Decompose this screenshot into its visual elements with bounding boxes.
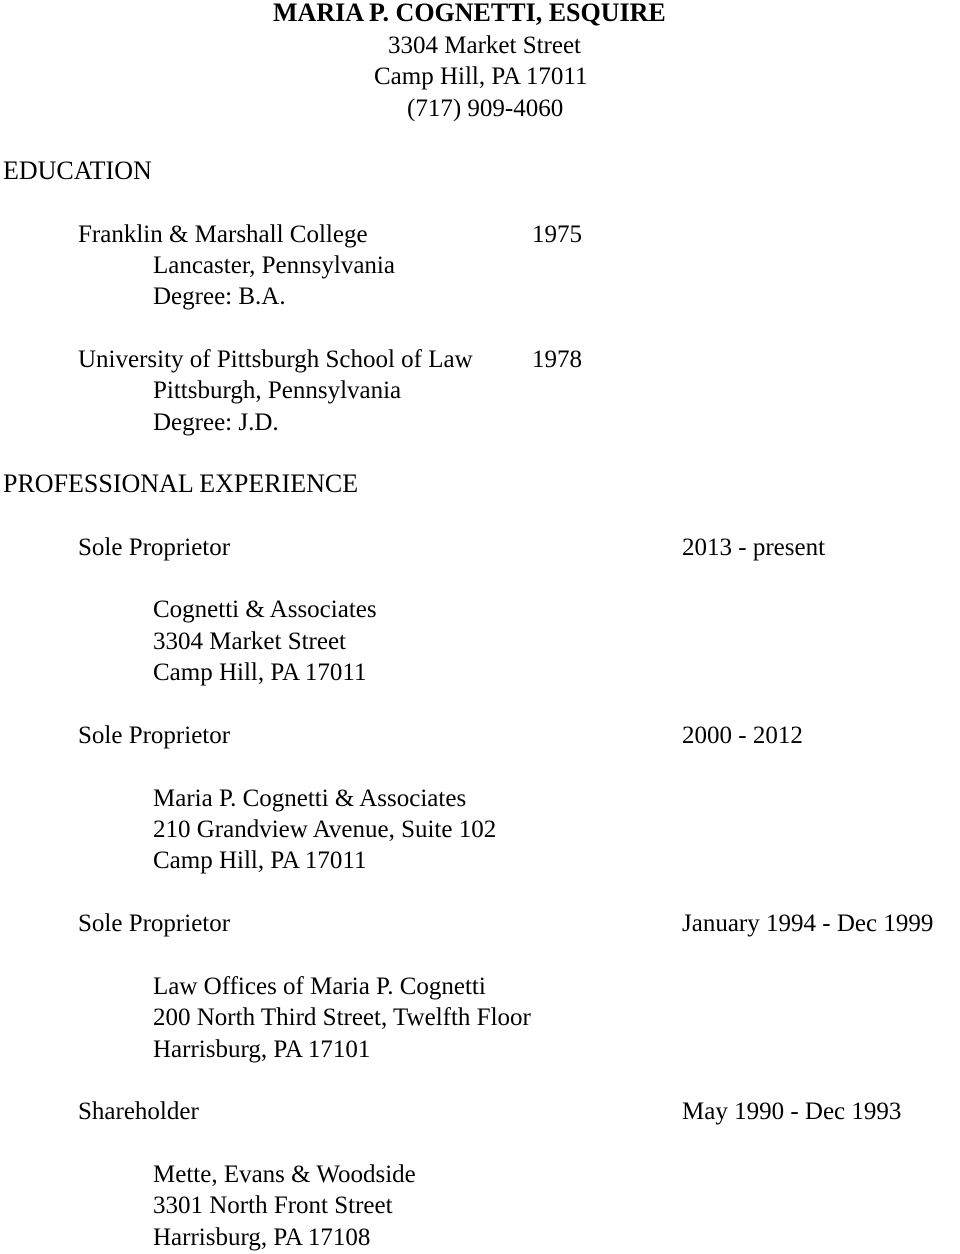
experience-heading: PROFESSIONAL EXPERIENCE	[3, 469, 359, 498]
job-title: Sole Proprietor	[78, 534, 231, 561]
job-dates: 2000 - 2012	[682, 722, 803, 749]
education-degree: Degree: B.A.	[153, 283, 286, 310]
job-address-line1: 3301 North Front Street	[153, 1192, 393, 1219]
header-phone: (717) 909-4060	[407, 95, 564, 122]
job-address-line1: 210 Grandview Avenue, Suite 102	[153, 816, 497, 843]
job-employer: Mette, Evans & Woodside	[153, 1161, 416, 1188]
job-employer: Cognetti & Associates	[153, 596, 377, 623]
job-title: Shareholder	[78, 1098, 199, 1125]
education-degree: Degree: J.D.	[153, 409, 279, 436]
education-location: Lancaster, Pennsylvania	[153, 252, 395, 279]
job-address-line2: Harrisburg, PA 17108	[153, 1224, 371, 1251]
job-dates: January 1994 - Dec 1999	[682, 910, 934, 937]
job-employer: Law Offices of Maria P. Cognetti	[153, 973, 486, 1000]
education-heading: EDUCATION	[3, 156, 152, 185]
job-address-line2: Camp Hill, PA 17011	[153, 847, 367, 874]
job-title: Sole Proprietor	[78, 910, 231, 937]
job-address-line1: 3304 Market Street	[153, 628, 347, 655]
job-employer: Maria P. Cognetti & Associates	[153, 785, 467, 812]
job-address-line2: Camp Hill, PA 17011	[153, 659, 367, 686]
job-address-line2: Harrisburg, PA 17101	[153, 1036, 371, 1063]
resume-name: MARIA P. COGNETTI, ESQUIRE	[273, 0, 666, 27]
job-dates: 2013 - present	[682, 534, 826, 561]
education-year: 1975	[532, 221, 582, 248]
header-city: Camp Hill, PA 17011	[374, 63, 588, 90]
education-school: University of Pittsburgh School of Law	[78, 346, 473, 373]
header-street: 3304 Market Street	[388, 32, 582, 59]
education-location: Pittsburgh, Pennsylvania	[153, 377, 402, 404]
job-dates: May 1990 - Dec 1993	[682, 1098, 902, 1125]
job-title: Sole Proprietor	[78, 722, 231, 749]
education-school: Franklin & Marshall College	[78, 221, 368, 248]
job-address-line1: 200 North Third Street, Twelfth Floor	[153, 1004, 531, 1031]
education-year: 1978	[532, 346, 582, 373]
